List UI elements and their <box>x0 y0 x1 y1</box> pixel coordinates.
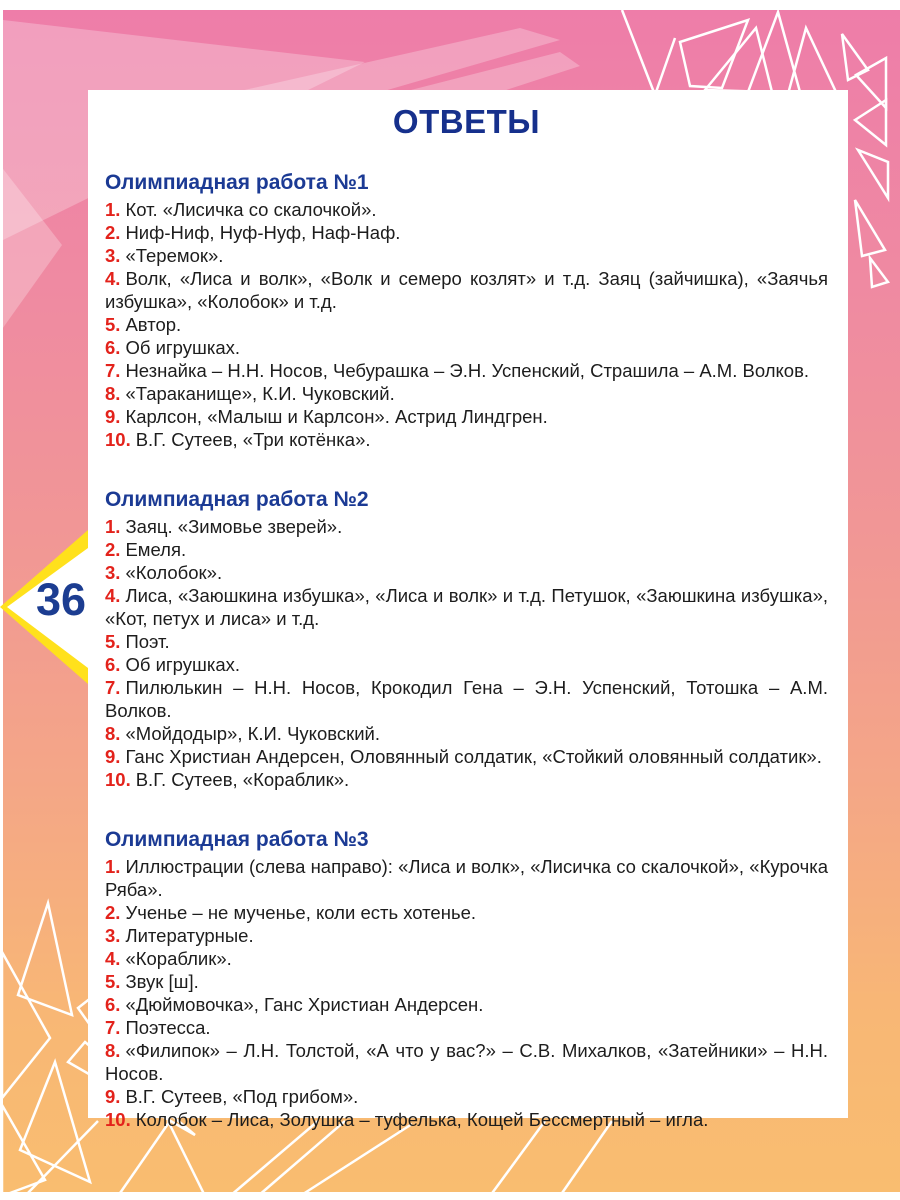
answer-item <box>105 901 828 924</box>
answer-text: Кот. «Лисичка со скалочкой». <box>125 199 377 220</box>
olympiad-section <box>105 485 828 791</box>
answer-item <box>105 855 828 901</box>
answer-number: 3. <box>105 562 121 583</box>
section-heading: Олимпиадная работа №2 <box>105 488 369 511</box>
answer-text: Лиса, «Заюшкина избушка», «Лиса и волк» и т.д. Петушок, «Заюшкина избушка», «Кот, петух и лиса» и т.д. <box>105 585 828 629</box>
answer-text: В.Г. Сутеев, «Кораблик». <box>135 769 350 790</box>
answer-text: Заяц. «Зимовье зверей». <box>125 516 343 537</box>
answer-text: «Мойдодыр», К.И. Чуковский. <box>125 723 381 744</box>
answer-item <box>105 1085 828 1108</box>
answer-text: «Филипок» – Л.Н. Толстой, «А что у вас?» – С.В. Михалков, «Затейники» – Н.Н. Носов. <box>105 1040 828 1084</box>
answer-number: 7. <box>105 1017 121 1038</box>
answer-item <box>105 561 828 584</box>
answer-number: 1. <box>105 516 121 537</box>
answer-number: 3. <box>105 925 121 946</box>
answer-item <box>105 584 828 630</box>
answer-text: Незнайка – Н.Н. Носов, Чебурашка – Э.Н. Успенский, Страшила – А.М. Волков. <box>125 360 810 381</box>
answer-text: В.Г. Сутеев, «Три котёнка». <box>135 429 371 450</box>
answer-text: Звук [ш]. <box>125 971 199 992</box>
olympiad-section <box>105 168 828 451</box>
answer-number: 2. <box>105 902 121 923</box>
olympiad-section <box>105 825 828 1131</box>
answer-number: 6. <box>105 337 121 358</box>
answer-number: 9. <box>105 406 121 427</box>
answer-text: Колобок – Лиса, Золушка – туфелька, Кощей Бессмертный – игла. <box>135 1109 709 1130</box>
answer-number: 9. <box>105 746 121 767</box>
answer-item <box>105 745 828 768</box>
answer-item <box>105 722 828 745</box>
answers-list <box>105 855 828 1131</box>
section-heading: Олимпиадная работа №1 <box>105 171 369 194</box>
answer-number: 5. <box>105 314 121 335</box>
answer-number: 7. <box>105 677 121 698</box>
answer-item <box>105 1016 828 1039</box>
answer-text: Пилюлькин – Н.Н. Носов, Крокодил Гена – Э.Н. Успенский, Тотошка – А.М. Волков. <box>105 677 828 721</box>
answer-number: 10. <box>105 429 131 450</box>
page-number: 36 <box>35 574 87 625</box>
answer-item <box>105 313 828 336</box>
answer-number: 5. <box>105 631 121 652</box>
answer-item <box>105 244 828 267</box>
answer-item <box>105 676 828 722</box>
answer-text: Об игрушках. <box>125 654 240 675</box>
answers-card <box>88 90 848 1130</box>
answer-number: 4. <box>105 948 121 969</box>
answer-item <box>105 515 828 538</box>
answer-item <box>105 198 828 221</box>
answer-number: 1. <box>105 199 121 220</box>
answer-number: 7. <box>105 360 121 381</box>
answer-item <box>105 538 828 561</box>
answer-item <box>105 405 828 428</box>
answer-number: 1. <box>105 856 121 877</box>
answer-text: «Теремок». <box>125 245 224 266</box>
answer-text: «Кораблик». <box>125 948 232 969</box>
answer-item <box>105 221 828 244</box>
answer-text: В.Г. Сутеев, «Под грибом». <box>125 1086 359 1107</box>
page-title: ОТВЕТЫ <box>392 103 541 140</box>
sections-container <box>105 168 828 1131</box>
answer-text: Поэт. <box>125 631 170 652</box>
answer-item <box>105 336 828 359</box>
answer-text: Ганс Христиан Андерсен, Оловянный солдатик, «Стойкий оловянный солдатик». <box>125 746 822 767</box>
answer-item <box>105 630 828 653</box>
answer-text: Карлсон, «Малыш и Карлсон». Астрид Линдгрен. <box>125 406 548 427</box>
answer-number: 4. <box>105 268 121 289</box>
answer-text: Литературные. <box>125 925 254 946</box>
answer-text: Емеля. <box>125 539 187 560</box>
answer-number: 8. <box>105 1040 121 1061</box>
answer-item <box>105 359 828 382</box>
answer-number: 3. <box>105 245 121 266</box>
answer-text: Ниф-Ниф, Нуф-Нуф, Наф-Наф. <box>125 222 401 243</box>
answer-text: «Дюймовочка», Ганс Христиан Андерсен. <box>125 994 484 1015</box>
answer-number: 10. <box>105 1109 131 1130</box>
answer-item <box>105 1039 828 1085</box>
answer-item <box>105 970 828 993</box>
answers-list <box>105 515 828 791</box>
answer-number: 9. <box>105 1086 121 1107</box>
answer-number: 8. <box>105 383 121 404</box>
answer-item <box>105 1108 828 1131</box>
section-heading: Олимпиадная работа №3 <box>105 828 369 851</box>
answer-item <box>105 947 828 970</box>
answer-text: Поэтесса. <box>125 1017 211 1038</box>
answer-item <box>105 993 828 1016</box>
answers-list <box>105 198 828 451</box>
answer-item <box>105 428 828 451</box>
answer-item <box>105 267 828 313</box>
answer-text: Иллюстрации (слева направо): «Лиса и волк», «Лисичка со скалочкой», «Курочка Ряба». <box>105 856 828 900</box>
answer-number: 4. <box>105 585 121 606</box>
answer-number: 2. <box>105 539 121 560</box>
answer-text: Об игрушках. <box>125 337 240 358</box>
answer-text: Ученье – не мученье, коли есть хотенье. <box>125 902 477 923</box>
answer-number: 2. <box>105 222 121 243</box>
answer-number: 8. <box>105 723 121 744</box>
answer-text: «Тараканище», К.И. Чуковский. <box>125 383 395 404</box>
answer-number: 6. <box>105 994 121 1015</box>
answer-text: Автор. <box>125 314 182 335</box>
answer-text: «Колобок». <box>125 562 223 583</box>
answer-item <box>105 382 828 405</box>
answer-number: 10. <box>105 769 131 790</box>
answer-text: Волк, «Лиса и волк», «Волк и семеро козлят» и т.д. Заяц (зайчишка), «Заячья избушка», «Колобок» и т.д. <box>105 268 828 312</box>
answer-number: 6. <box>105 654 121 675</box>
answer-item <box>105 924 828 947</box>
answer-number: 5. <box>105 971 121 992</box>
answer-item <box>105 653 828 676</box>
answer-item <box>105 768 828 791</box>
